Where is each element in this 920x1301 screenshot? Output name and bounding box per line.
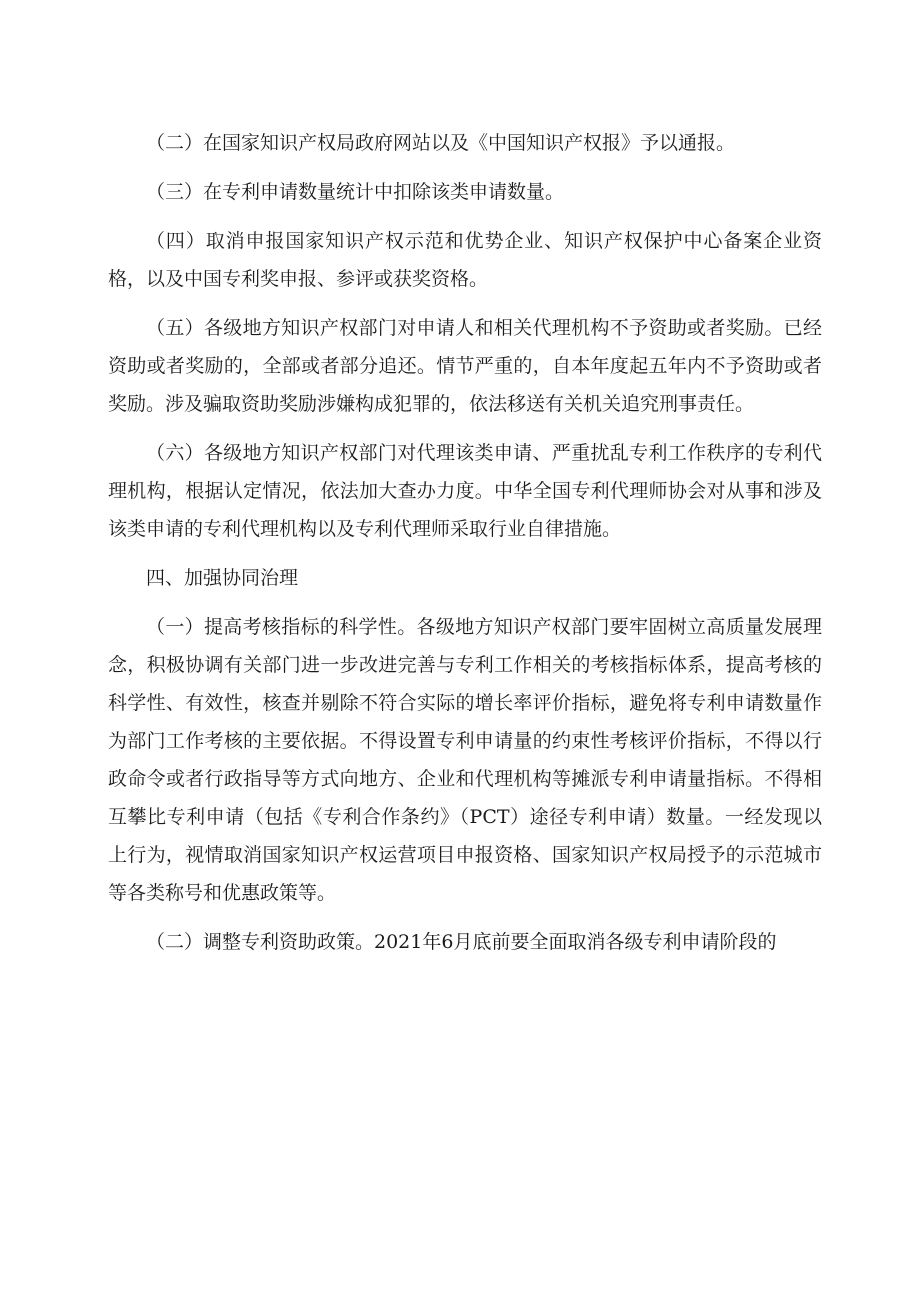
paragraph-agency-enforcement: （六）各级地方知识产权部门对代理该类申请、严重扰乱专利工作秩序的专利代理机构，根据认定情况，依法加大查办力度。中华全国专利代理师协会对从事和涉及该类申请的专利代理机构以及专利代理师采取行业自律措施。: [108, 442, 822, 540]
paragraph-deduct: （三）在专利申请数量统计中扣除该类申请数量。: [146, 181, 565, 203]
paragraph-notify: （二）在国家知识产权局政府网站以及《中国知识产权报》予以通报。: [146, 132, 736, 154]
section-heading-coordination: 四、加强协同治理: [146, 567, 299, 589]
document-body: [108, 124, 822, 972]
paragraph-assessment-indicators: （一）提高考核指标的科学性。各级地方知识产权部门要牢固树立高质量发展理念，积极协调有关部门进一步改进完善与专利工作相关的考核指标体系，提高考核的科学性、有效性，核查并剔除不符合实际的增长率评价指标，避免将专利申请数量作为部门工作考核的主要依据。不得设置专利申请量的约束性考核评价指标，不得以行政命令或者行政指导等方式向地方、企业和代理机构等摊派专利申请量指标。不得相互攀比专利申请（包括《专利合作条约》（PCT）途径专利申请）数量。一经发现以上行为，视情取消国家知识产权运营项目申报资格、国家知识产权局授予的示范城市等各类称号和优惠政策等。: [108, 616, 822, 904]
paragraph-funding-policy: （二）调整专利资助政策。2021年6月底前要全面取消各级专利申请阶段的: [146, 931, 777, 953]
paragraph-cancel-qualification: （四）取消申报国家知识产权示范和优势企业、知识产权保护中心备案企业资格，以及中国专利奖申报、参评或获奖资格。: [108, 230, 822, 290]
paragraph-no-funding: （五）各级地方知识产权部门对申请人和相关代理机构不予资助或者奖励。已经资助或者奖励的，全部或者部分追还。情节严重的，自本年度起五年内不予资助或者奖励。涉及骗取资助奖励涉嫌构成犯罪的，依法移送有关机关追究刑事责任。: [108, 317, 822, 415]
